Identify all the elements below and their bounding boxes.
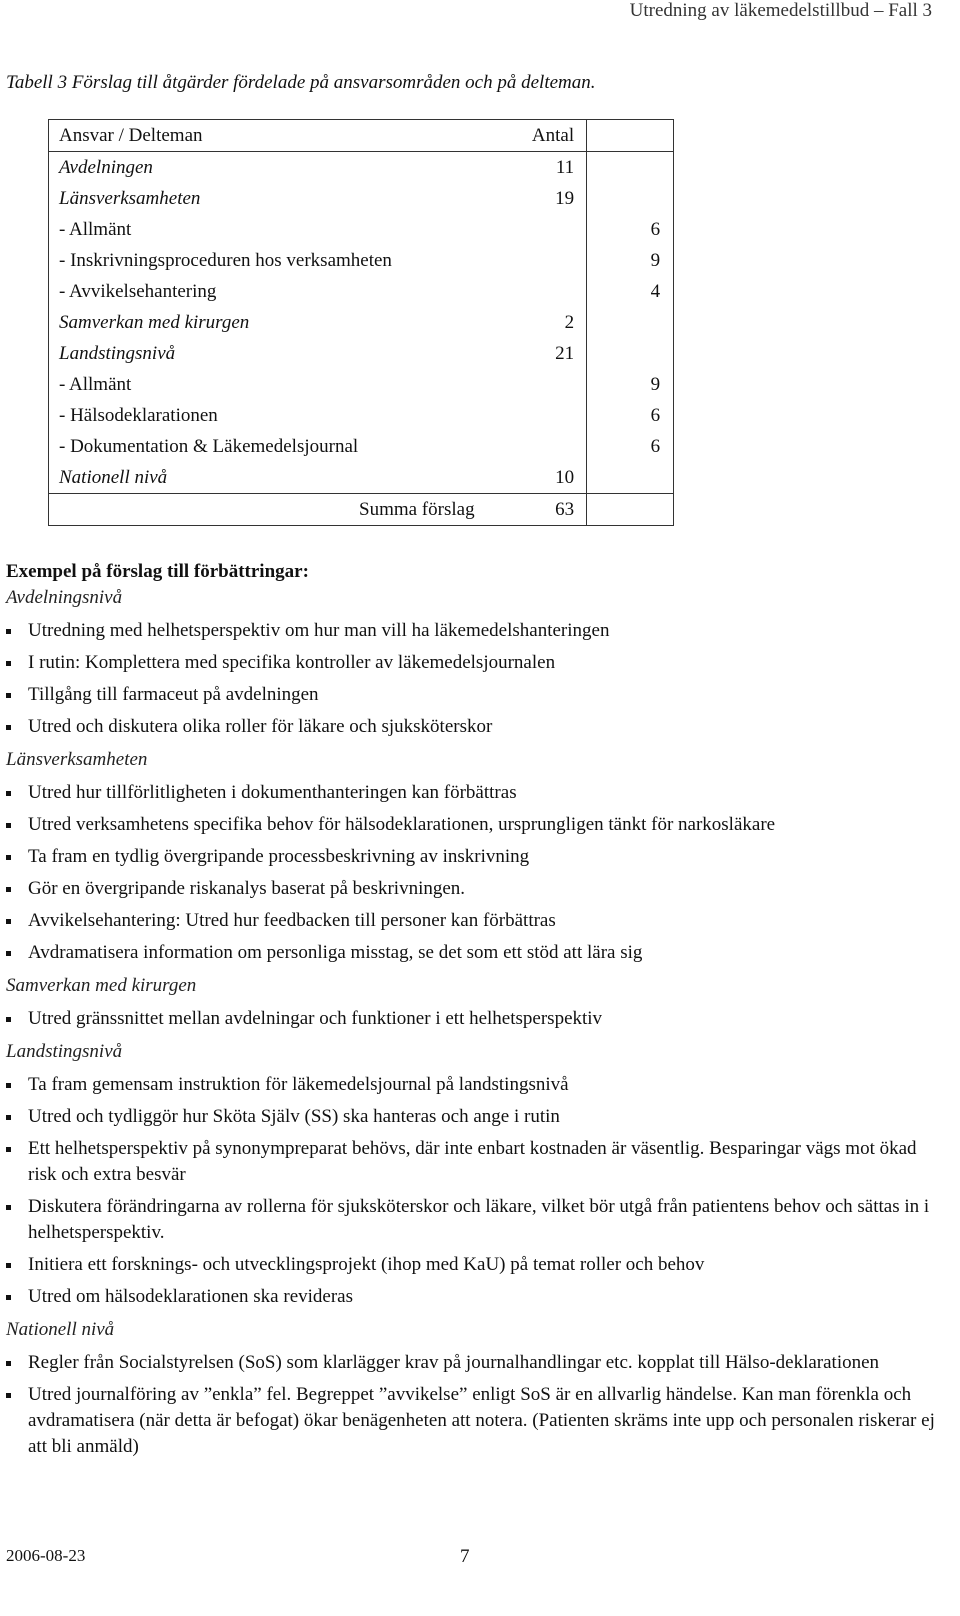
list-item-text: Gör en övergripande riskanalys baserat på beskrivningen.: [28, 878, 466, 899]
square-bullet-icon: [6, 1295, 11, 1300]
table-row-label: - Inskrivningsproceduren hos verksamheten: [59, 250, 392, 271]
list-item: [6, 1104, 936, 1130]
square-bullet-icon: [6, 629, 11, 634]
list-item-text: Regler från Socialstyrelsen (SoS) som klarlägger krav på journalhandlingar etc. kopplat till Hälso-deklarationen: [28, 1352, 880, 1373]
table-head-count: Antal: [531, 125, 575, 146]
list-item-text: Avvikelsehantering: Utred hur feedbacken till personer kan förbättras: [28, 910, 556, 931]
table-row: [49, 338, 586, 369]
table-empty-cell: [587, 494, 674, 526]
list-item: [6, 1006, 936, 1032]
table-rows: [49, 152, 661, 493]
table-row-subcount: 4: [650, 281, 661, 302]
section-title: Nationell nivå: [6, 1319, 115, 1340]
summa-count: 63: [555, 499, 575, 520]
list-item-text: I rutin: Komplettera med specifika kontroller av läkemedelsjournalen: [28, 652, 556, 673]
list-item: [6, 1382, 936, 1460]
table-row-count: 11: [555, 157, 575, 178]
list-item-text: Initiera ett forsknings- och utvecklingsprojekt (ihop med KaU) på temat roller och behov: [28, 1254, 705, 1275]
list-item: [6, 1072, 936, 1098]
list-item: [6, 940, 936, 966]
table-row-label: - Allmänt: [59, 219, 132, 240]
examples-sections: [6, 584, 936, 1460]
table-row-subcount: 9: [650, 250, 661, 271]
table-head-label: Ansvar / Delteman: [59, 125, 203, 146]
footer-date: 2006-08-23: [6, 1546, 86, 1565]
square-bullet-icon: [6, 1147, 11, 1152]
table-row-label: Landstingsnivå: [59, 343, 176, 364]
bullet-list: [6, 618, 936, 740]
list-item: [6, 844, 936, 870]
table-row-label: Länsverksamheten: [59, 188, 201, 209]
section-title: Landstingsnivå: [6, 1041, 123, 1062]
table-row-label: Samverkan med kirurgen: [59, 312, 250, 333]
table-row-label: - Hälsodeklarationen: [59, 405, 218, 426]
table-row-count: 21: [555, 343, 575, 364]
list-item: [6, 1136, 936, 1188]
square-bullet-icon: [6, 1083, 11, 1088]
page-number: 7: [460, 1546, 470, 1567]
list-item-text: Ta fram gemensam instruktion för läkemedelsjournal på landstingsnivå: [28, 1074, 569, 1095]
square-bullet-icon: [6, 919, 11, 924]
list-item-text: Utred journalföring av ”enkla” fel. Begreppet ”avvikelse” enligt SoS är en allvarlig händelse. Kan man förenkla och avdramatisera (när detta är befogat) ökar benägenheten att notera. (Patienten skräms inte upp och personalen riskerar ej att bli anmäld): [28, 1384, 935, 1457]
bullet-list: [6, 1006, 936, 1032]
square-bullet-icon: [6, 693, 11, 698]
square-bullet-icon: [6, 823, 11, 828]
square-bullet-icon: [6, 661, 11, 666]
square-bullet-icon: [6, 1263, 11, 1268]
table-summa-cell: [49, 494, 587, 526]
table-row: [49, 369, 661, 400]
table-row-label: - Avvikelsehantering: [59, 281, 217, 302]
list-item-text: Tillgång till farmaceut på avdelningen: [28, 684, 319, 705]
table-row-count: 2: [564, 312, 575, 333]
list-item: [6, 618, 936, 644]
square-bullet-icon: [6, 1115, 11, 1120]
list-item-text: Utred och tydliggör hur Sköta Själv (SS) ska hanteras och ange i rutin: [28, 1106, 560, 1127]
list-item-text: Utred hur tillförlitligheten i dokumenthanteringen kan förbättras: [28, 782, 517, 803]
list-item-text: Diskutera förändringarna av rollerna för sjuksköterskor och läkare, vilket bör utgå från patientens behov och sättas in i helhetsperspektiv.: [28, 1196, 930, 1243]
list-item-text: Utred gränssnittet mellan avdelningar och funktioner i ett helhetsperspektiv: [28, 1008, 603, 1029]
table-main-cell: [49, 120, 587, 152]
table-row-subcount: 6: [650, 219, 661, 240]
list-item: [6, 1194, 936, 1246]
examples-section: [6, 560, 936, 1460]
table-sub-cell: [587, 152, 674, 494]
list-item-text: Ta fram en tydlig övergripande processbeskrivning av inskrivning: [28, 846, 530, 867]
table-row: [49, 276, 661, 307]
table-row-count: 19: [555, 188, 575, 209]
table-row-label: - Allmänt: [59, 374, 132, 395]
list-item: [6, 1252, 936, 1278]
bullet-list: [6, 1350, 936, 1460]
table-summa-row: [49, 494, 586, 525]
table-row: [49, 431, 661, 462]
summary-table: [48, 119, 674, 526]
table-row: [49, 400, 661, 431]
list-item-text: Utred och diskutera olika roller för läkare och sjuksköterskor: [28, 716, 493, 737]
summa-label: Summa förslag: [359, 499, 475, 520]
table-row-subcount: 9: [650, 374, 661, 395]
list-item-text: Ett helhetsperspektiv på synonympreparat behövs, där inte enbart kostnaden är väsentlig. Besparingar vägs mot ökad risk och extra besvär: [28, 1138, 917, 1185]
list-item: [6, 1350, 936, 1376]
list-item: [6, 780, 936, 806]
list-item: [6, 876, 936, 902]
square-bullet-icon: [6, 725, 11, 730]
table-row-label: Avdelningen: [59, 157, 153, 178]
list-item-text: Avdramatisera information om personliga misstag, se det som ett stöd att lära sig: [28, 942, 643, 963]
list-item: [6, 650, 936, 676]
square-bullet-icon: [6, 1361, 11, 1366]
table-row-label: Nationell nivå: [59, 467, 168, 488]
table-row: [49, 183, 586, 214]
table-head-row: [49, 120, 586, 151]
list-item-text: Utredning med helhetsperspektiv om hur man vill ha läkemedelshanteringen: [28, 620, 610, 641]
table-row-count: 10: [555, 467, 575, 488]
table-row-subcount: 6: [650, 436, 661, 457]
table-empty-cell: [587, 120, 674, 152]
list-item-text: Utred om hälsodeklarationen ska revideras: [28, 1286, 353, 1307]
table-row-subcount: 6: [650, 405, 661, 426]
square-bullet-icon: [6, 1205, 11, 1210]
list-item: [6, 682, 936, 708]
square-bullet-icon: [6, 791, 11, 796]
table-row: [49, 462, 586, 493]
table-caption: Tabell 3 Förslag till åtgärder fördelade på ansvarsområden och på delteman.: [6, 72, 596, 93]
square-bullet-icon: [6, 887, 11, 892]
square-bullet-icon: [6, 1393, 11, 1398]
list-item: [6, 908, 936, 934]
bullet-list: [6, 780, 936, 966]
list-item: [6, 812, 936, 838]
list-item: [6, 1284, 936, 1310]
table-row: [49, 152, 586, 183]
square-bullet-icon: [6, 1017, 11, 1022]
bullet-list: [6, 1072, 936, 1310]
square-bullet-icon: [6, 951, 11, 956]
table-row: [49, 307, 586, 338]
square-bullet-icon: [6, 855, 11, 860]
table-body-cell: [49, 152, 661, 494]
table-row: [49, 245, 661, 276]
table-row: [49, 214, 661, 245]
examples-heading: Exempel på förslag till förbättringar:: [6, 561, 309, 582]
section-title: Länsverksamheten: [6, 749, 148, 770]
table-row-label: - Dokumentation & Läkemedelsjournal: [59, 436, 359, 457]
section-title: Avdelningsnivå: [6, 587, 123, 608]
list-item-text: Utred verksamhetens specifika behov för hälsodeklarationen, ursprungligen tänkt för narkosläkare: [28, 814, 776, 835]
list-item: [6, 714, 936, 740]
section-title: Samverkan med kirurgen: [6, 975, 197, 996]
running-header: Utredning av läkemedelstillbud – Fall 3: [629, 0, 932, 21]
